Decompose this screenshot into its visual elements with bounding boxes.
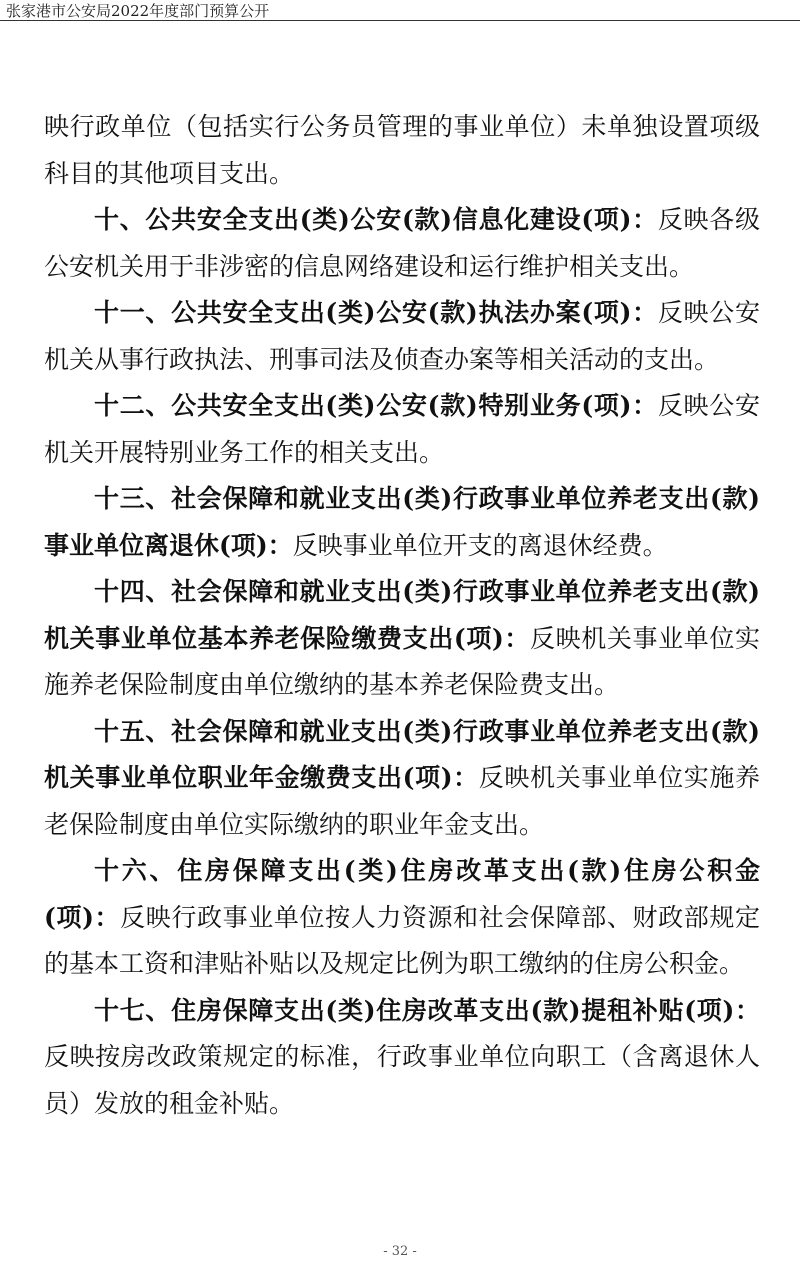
paragraph-text: 反映事业单位开支的离退休经费。 — [292, 530, 668, 560]
paragraph-heading: 十三、社会保障和就业支出(类)行政事业单位养老支出(款)事业单位离退休(项)： — [44, 484, 760, 560]
paragraph-text: 反映公安机关开展特别业务工作的相关支出。 — [44, 391, 760, 467]
paragraph-text: 映行政单位（包括实行公务员管理的事业单位）未单独设置项级科目的其他项目支出。 — [44, 112, 760, 188]
header-divider — [0, 20, 800, 21]
paragraph-item-12 — [44, 383, 760, 476]
paragraph-heading: 十、公共安全支出(类)公安(款)信息化建设(项)： — [94, 205, 658, 234]
paragraph-heading: 十七、住房保障支出(类)住房改革支出(款)提租补贴(项)： — [94, 995, 760, 1025]
document-body — [44, 104, 760, 1127]
paragraph-text: 反映机关事业单位实施养老保险制度由单位缴纳的基本养老保险费支出。 — [44, 623, 760, 699]
paragraph-text: 反映各级公安机关用于非涉密的信息网络建设和运行维护相关支出。 — [44, 205, 760, 281]
paragraph-item-13 — [44, 476, 760, 569]
paragraph-text: 反映按房改政策规定的标准，行政事业单位向职工（含离退休人员）发放的租金补贴。 — [44, 1042, 760, 1118]
paragraph-item-14 — [44, 569, 760, 709]
paragraph-heading: 十一、公共安全支出(类)公安(款)执法办案(项)： — [94, 298, 658, 327]
paragraph-item-11 — [44, 290, 760, 383]
paragraph-item-10 — [44, 197, 760, 290]
paragraph-heading: 十二、公共安全支出(类)公安(款)特别业务(项)： — [94, 391, 658, 420]
paragraph-item-17 — [44, 988, 760, 1128]
paragraph-text: 反映公安机关从事行政执法、刑事司法及侦查办案等相关活动的支出。 — [44, 298, 760, 374]
page-number: - 32 - — [383, 1244, 417, 1259]
paragraph-heading: 十五、社会保障和就业支出(类)行政事业单位养老支出(款)机关事业单位职业年金缴费支出(项)： — [44, 716, 760, 792]
paragraph-continuation — [44, 104, 760, 197]
paragraph-text: 反映机关事业单位实施养老保险制度由单位实际缴纳的职业年金支出。 — [44, 763, 760, 839]
paragraph-item-16 — [44, 848, 760, 988]
paragraph-text: 反映行政事业单位按人力资源和社会保障部、财政部规定的基本工资和津贴补贴以及规定比例为职工缴纳的住房公积金。 — [44, 902, 760, 978]
paragraph-heading: 十四、社会保障和就业支出(类)行政事业单位养老支出(款)机关事业单位基本养老保险缴费支出(项)： — [44, 577, 760, 653]
paragraph-heading: 十六、住房保障支出(类)住房改革支出(款)住房公积金(项)： — [44, 856, 760, 932]
paragraph-item-15 — [44, 709, 760, 849]
page-header-title: 张家港市公安局2022年度部门预算公开 — [6, 2, 270, 20]
